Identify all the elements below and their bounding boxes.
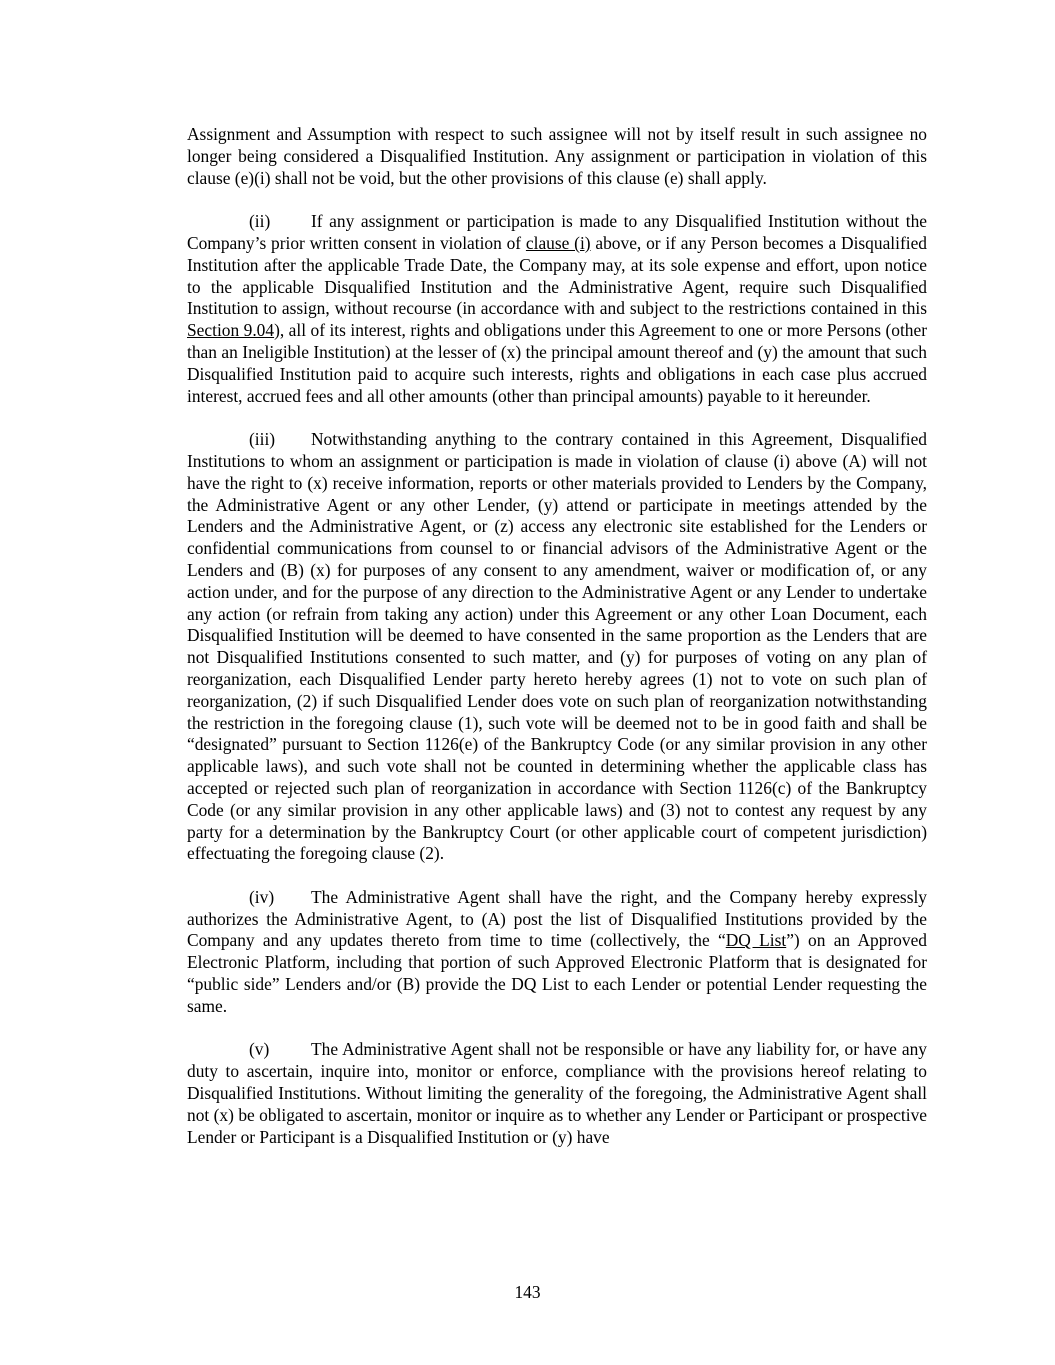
page-number: 143	[514, 1282, 541, 1302]
clause-number: (ii)	[249, 211, 271, 232]
paragraph-clause-ii	[187, 211, 927, 407]
paragraph-clause-iv	[187, 887, 927, 1018]
paragraph-text: If any assignment or participation is made to any Disqualified Institution without the Company’s prior written consent in violation of	[187, 211, 927, 253]
paragraph-text: above, or if any Person becomes a Disqualified Institution after the applicable Trade Date, the Company may, at its sole expense and effort, upon notice to the applicable Disqualified Institution and the Administrative Agent, require such Disqualified Institution to assign, without recourse (in accordance with and subject to the restrictions contained in this	[187, 232, 927, 319]
clause-number: (iii)	[249, 429, 276, 450]
paragraph-text: Assignment and Assumption with respect to such assignee will not by itself result in such assignee no longer being considered a Disqualified Institution. Any assignment or participation in violation of this clause (e)(i) shall not be void, but the other provisions of this clause (e) shall apply.	[187, 124, 927, 188]
cross-reference-clause-i: clause (i)	[525, 232, 591, 253]
paragraph-clause-v	[187, 1039, 927, 1148]
paragraph-text: ), all of its interest, rights and obligations under this Agreement to one or more Persons (other than an Ineligible Institution) at the lesser of (x) the principal amount thereof and (y) the amount that such Disqualified Institution paid to acquire such interests, rights and obligations in each case plus accrued interest, accrued fees and all other amounts (other than principal amounts) payable to it hereunder.	[187, 320, 927, 406]
paragraph-text: The Administrative Agent shall not be responsible or have any liability for, or have any duty to ascertain, inquire into, monitor or enforce, compliance with the provisions hereof relating to Disqualified Institutions. Without limiting the generality of the foregoing, the Administrative Agent shall not (x) be obligated to ascertain, monitor or inquire as to whether any Lender or Participant or prospective Lender or Participant is a Disqualified Institution or (y) have	[187, 1039, 927, 1147]
clause-number: (iv)	[249, 886, 275, 907]
paragraph-text: The Administrative Agent shall have the right, and the Company hereby expressly authorizes the Administrative Agent, to (A) post the list of Disqualified Institutions provided by the Company and any updates thereto from time to time (collectively, the “	[187, 886, 927, 951]
paragraph-text: ”) on an Approved Electronic Platform, including that portion of such Approved Electronic Platform that is designated for “public side” Lenders and/or (B) provide the DQ List to each Lender or potential Lender requesting the same.	[187, 930, 927, 1016]
paragraph-text: Notwithstanding anything to the contrary contained in this Agreement, Disqualified Institutions to whom an assignment or participation is made in violation of clause (i) above (A) will not have the right to (x) receive information, reports or other materials provided to Lenders by the Company, the Administrative Agent or any other Lender, (y) attend or participate in meetings attended by the Lenders and the Administrative Agent, or (z) access any electronic site established for the Lenders or confidential communications from counsel to or financial advisors of the Administrative Agent or the Lenders and (B) (x) for purposes of any consent to any amendment, waiver or modification of, or any action under, and for the purpose of any direction to the Administrative Agent or any Lender to undertake any action (or refrain from taking any action) under this Agreement or any other Loan Document, each Disqualified Institution will be deemed to have consented in the same proportion as the Lenders that are not Disqualified Institutions consented to such matter, and (y) for purposes of voting on any plan of reorganization, each Disqualified Lender party hereto hereby agrees (1) not to vote on such plan of reorganization, (2) if such Disqualified Lender does vote on such plan of reorganization notwithstanding the restriction in the foregoing clause (1), such vote will be deemed not to be in good faith and shall be “designated” pursuant to Section 1126(e) of the Bankruptcy Code (or any similar provision in any other applicable laws), and such vote shall not be counted in determining whether the applicable class has accepted or rejected such plan of reorganization in accordance with Section 1126(c) of the Bankruptcy Code (or any similar provision in any other applicable laws) and (3) not to contest any request by any party for a determination by the Bankruptcy Court (or other applicable court of competent jurisdiction) effectuating the foregoing clause (2).	[187, 429, 927, 864]
paragraph-continuation	[187, 124, 927, 189]
document-body	[187, 124, 927, 1170]
paragraph-clause-iii	[187, 429, 927, 865]
defined-term-dq-list: DQ List	[725, 930, 787, 951]
clause-number: (v)	[249, 1039, 270, 1060]
cross-reference-section-9-04: Section 9.04	[187, 320, 275, 341]
